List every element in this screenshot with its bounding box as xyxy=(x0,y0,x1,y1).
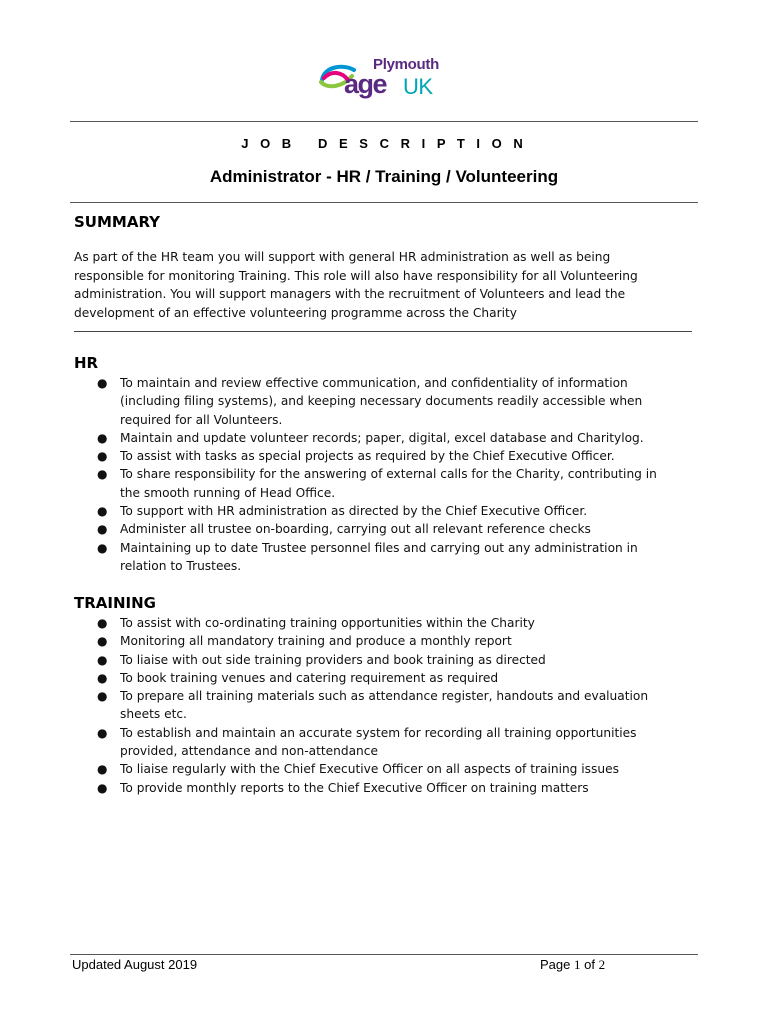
bullet-icon: ● xyxy=(97,430,108,445)
summary-paragraph xyxy=(74,248,704,322)
list-item-line: provided, attendance and non-attendance xyxy=(120,744,378,759)
list-item-line: To liaise with out side training providers and book training as directed xyxy=(120,652,546,667)
training-list xyxy=(74,614,689,797)
list-item-line: required for all Volunteers. xyxy=(120,412,283,427)
bullet-icon: ● xyxy=(97,467,108,482)
section-divider xyxy=(74,331,692,332)
list-item-line: To provide monthly reports to the Chief Executive Officer on training matters xyxy=(120,780,589,795)
list-item-line: To support with HR administration as directed by the Chief Executive Officer. xyxy=(120,504,588,519)
list-item-line: To prepare all training materials such as attendance register, handouts and evaluation xyxy=(120,689,649,704)
list-item xyxy=(74,687,689,724)
bullet-icon: ● xyxy=(97,616,108,630)
bullet-icon: ● xyxy=(97,725,108,740)
list-item xyxy=(74,669,689,687)
list-item xyxy=(74,760,689,778)
list-item-line: the smooth running of Head Office. xyxy=(120,485,336,500)
summary-line: responsible for monitoring Training. This role will also have responsibility for all Volunteering xyxy=(74,268,638,283)
training-heading: TRAINING xyxy=(74,594,156,612)
list-item xyxy=(74,447,689,465)
logo-age-text: age xyxy=(344,69,387,99)
list-item-line: Maintaining up to date Trustee personnel files and carrying out any administration in xyxy=(120,540,638,555)
bullet-icon: ● xyxy=(97,376,108,390)
list-item xyxy=(74,614,689,632)
list-item-line: (including filing systems), and keeping necessary documents readily accessible when xyxy=(120,394,643,409)
bullet-icon: ● xyxy=(97,449,108,464)
logo-uk-text: UK xyxy=(403,74,433,99)
bullet-icon: ● xyxy=(97,670,108,685)
list-item xyxy=(74,429,689,447)
bullet-icon: ● xyxy=(97,689,108,704)
bullet-icon: ● xyxy=(97,652,108,667)
bullet-icon: ● xyxy=(97,522,108,537)
bullet-icon: ● xyxy=(97,780,108,795)
list-item xyxy=(74,651,689,669)
list-item-line: To assist with co-ordinating training opportunities within the Charity xyxy=(120,616,535,630)
footer-rule xyxy=(70,954,698,955)
list-item-line: To share responsibility for the answering of external calls for the Charity, contributing in xyxy=(120,467,657,482)
updated-date: Updated August 2019 xyxy=(72,957,198,972)
list-item xyxy=(74,465,689,502)
page-number: 1 xyxy=(573,957,581,972)
list-item xyxy=(74,539,689,576)
header-rule-bottom xyxy=(70,202,698,203)
list-item-line: To establish and maintain an accurate system for recording all training opportunities xyxy=(120,725,637,740)
plymouth-age-uk-logo xyxy=(318,52,458,102)
hr-list xyxy=(74,374,689,575)
page-of-label: of xyxy=(580,957,599,972)
list-item-line: Monitoring all mandatory training and produce a monthly report xyxy=(120,634,512,649)
document-type-heading: J O B D E S C R I P T I O N xyxy=(241,136,527,151)
summary-line: As part of the HR team you will support with general HR administration as well as being xyxy=(74,250,611,264)
list-item-line: To maintain and review effective communication, and confidentiality of information xyxy=(120,376,628,390)
logo-plymouth-text: Plymouth xyxy=(373,56,439,73)
role-title: Administrator - HR / Training / Volunteering xyxy=(209,167,559,186)
summary-line: administration. You will support managers with the recruitment of Volunteers and lead the xyxy=(74,287,626,301)
page-indicator xyxy=(540,957,605,973)
bullet-icon: ● xyxy=(97,762,108,777)
bullet-icon: ● xyxy=(97,634,108,649)
list-item xyxy=(74,632,689,650)
list-item xyxy=(74,779,689,797)
bullet-icon: ● xyxy=(97,540,108,555)
list-item-line: To assist with tasks as special projects as required by the Chief Executive Officer. xyxy=(120,449,615,464)
page-label: Page xyxy=(540,957,574,972)
list-item-line: Administer all trustee on-boarding, carrying out all relevant reference checks xyxy=(120,522,591,537)
bullet-icon: ● xyxy=(97,504,108,519)
list-item-line: relation to Trustees. xyxy=(120,558,242,573)
list-item-line: To liaise regularly with the Chief Executive Officer on all aspects of training issues xyxy=(120,762,619,777)
summary-line: development of an effective volunteering programme across the Charity xyxy=(74,305,517,320)
summary-heading: SUMMARY xyxy=(74,213,161,231)
list-item-line: Maintain and update volunteer records; paper, digital, excel database and Charitylog. xyxy=(120,430,644,445)
list-item-line: sheets etc. xyxy=(120,707,187,722)
list-item xyxy=(74,502,689,520)
list-item xyxy=(74,374,689,429)
header-rule-top xyxy=(70,121,698,122)
list-item-line: To book training venues and catering requirement as required xyxy=(120,670,499,685)
list-item xyxy=(74,520,689,538)
page-total: 2 xyxy=(598,957,606,972)
hr-heading: HR xyxy=(74,354,99,372)
list-item xyxy=(74,724,689,761)
